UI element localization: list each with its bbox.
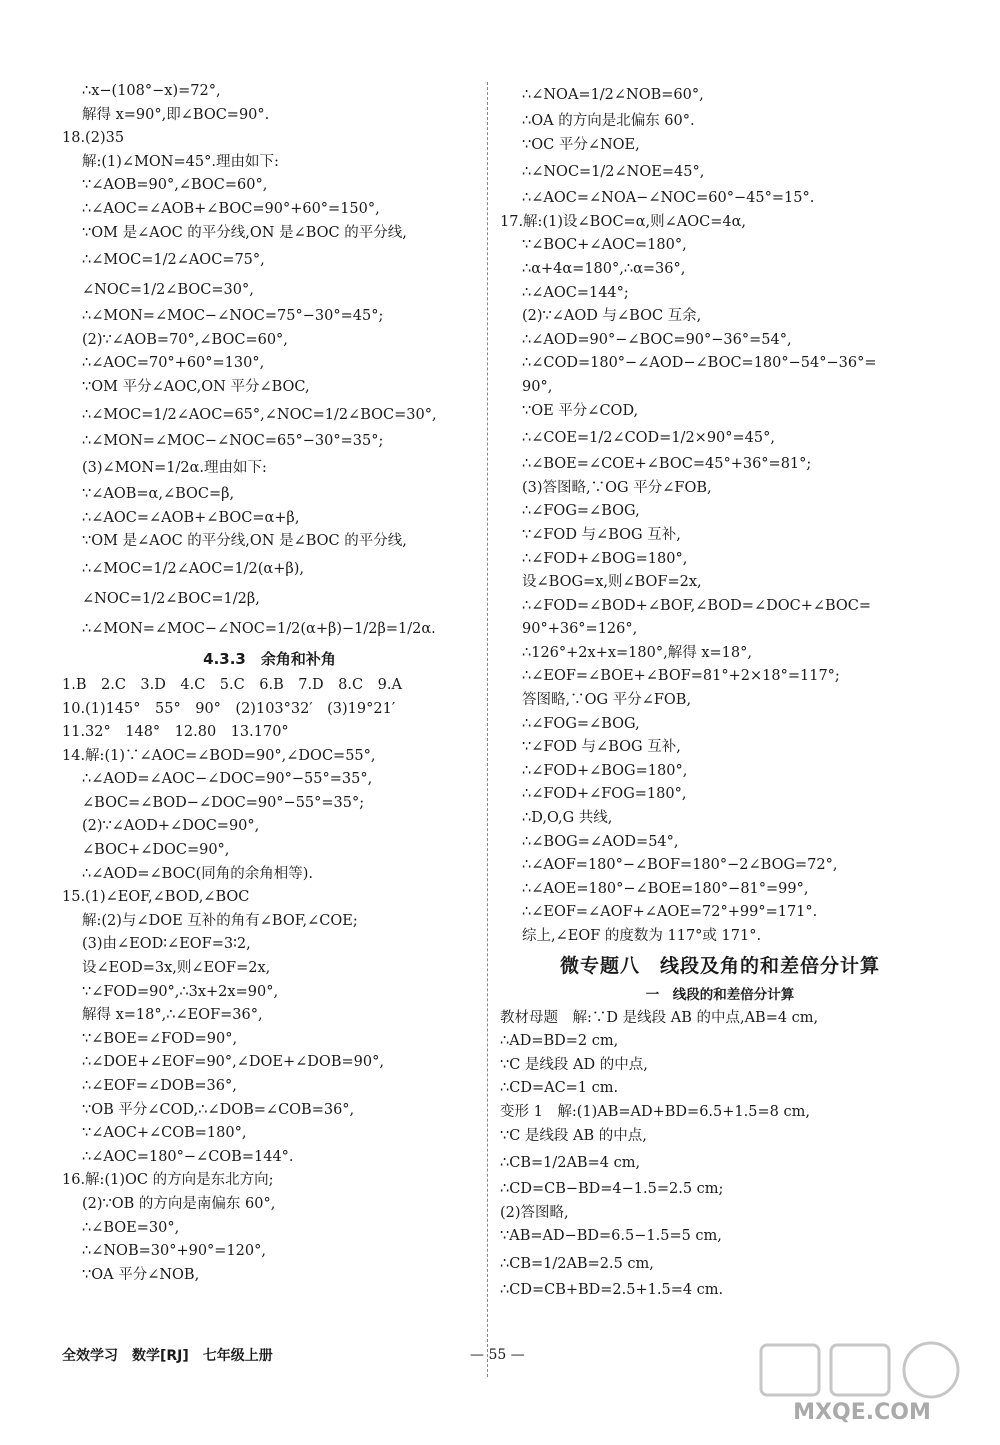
text-line: ∵∠BOE=∠FOD=90°, [82, 1030, 238, 1047]
watermark-logo [755, 1339, 970, 1427]
text-line: 4.3.3 余角和补角 [203, 649, 336, 668]
text-line: ∵∠AOC+∠COB=180°, [82, 1125, 247, 1142]
text-line: 17.解:(1)设∠BOC=α,则∠AOC=4α, [500, 213, 746, 230]
text-line: ∴∠FOD+∠BOG=180°, [522, 550, 688, 567]
text-line: 解:(1)∠MON=45°.理由如下: [82, 153, 279, 170]
text-line: ∴∠FOD+∠FOG=180°, [522, 786, 687, 803]
text-line: ∵OC 平分∠NOE, [522, 136, 640, 153]
text-line: ∴∠AOC=∠AOB+∠BOC=α+β, [82, 509, 300, 526]
text-line: ∵C 是线段 AB 的中点, [500, 1127, 647, 1144]
text-line: 解得 x=18°,∴∠EOF=36°, [82, 1007, 263, 1024]
text-line: ∴∠FOG=∠BOG, [522, 503, 640, 520]
text-line: ∴CB=1/2AB=2.5 cm, [500, 1255, 654, 1272]
text-line: 16.解:(1)OC 的方向是东北方向; [62, 1172, 274, 1189]
text-line: 变形 1 解:(1)AB=AD+BD=6.5+1.5=8 cm, [500, 1103, 810, 1120]
text-line: ∴∠EOF=∠AOF+∠AOE=72°+99°=171°. [522, 904, 818, 921]
text-line: 解得 x=90°,即∠BOC=90°. [82, 106, 270, 123]
text-line: ∴∠BOE=∠COE+∠BOC=45°+36°=81°; [522, 456, 812, 473]
watermark-domain: MXQE.COM [793, 1400, 931, 1425]
text-line: ∴∠FOG=∠BOG, [522, 715, 640, 732]
text-line: ∴∠MON=∠MOC−∠NOC=1/2(α+β)−1/2β=1/2α. [82, 620, 436, 637]
text-line: ∵OM 平分∠AOC,ON 平分∠BOC, [82, 378, 310, 395]
text-line: 14.解:(1)∵∠AOC=∠BOD=90°,∠DOC=55°, [62, 747, 376, 764]
text-line: ∴CD=AC=1 cm. [500, 1080, 619, 1097]
left-column [62, 80, 477, 1287]
text-line: ∴∠COD=180°−∠AOD−∠BOC=180°−54°−36°= [522, 355, 877, 372]
text-line: ∵AB=AD−BD=6.5−1.5=5 cm, [500, 1228, 722, 1245]
text-line: (3)∠MON=1/2α.理由如下: [82, 460, 267, 477]
text-line: ∴∠AOC=∠NOA−∠NOC=60°−45°=15°. [522, 190, 815, 207]
text-line: ∴∠NOA=1/2∠NOB=60°, [522, 87, 704, 103]
text-line: 90°+36°=126°, [522, 621, 638, 638]
text-line: ∴α+4α=180°,∴α=36°, [522, 260, 686, 277]
book-footer: 全效学习 数学[RJ] 七年级上册 [62, 1348, 273, 1364]
text-line: 90°, [522, 378, 553, 395]
text-line: (2)答图略, [500, 1204, 569, 1221]
text-line: ∴∠MOC=1/2∠AOC=65°,∠NOC=1/2∠BOC=30°, [82, 406, 437, 423]
text-line: ∵OA 平分∠NOB, [82, 1266, 200, 1283]
text-line: (2)∵∠AOD 与∠BOC 互余, [522, 308, 702, 325]
text-line: (3)答图略,∵OG 平分∠FOB, [522, 479, 712, 496]
text-line: ∠NOC=1/2∠BOC=1/2β, [82, 590, 260, 607]
text-line: ∴∠FOD=∠BOD+∠BOF,∠BOD=∠DOC+∠BOC= [522, 597, 872, 614]
page-number: — 55 — [470, 1347, 525, 1363]
text-line: ∴∠MON=∠MOC−∠NOC=65°−30°=35°; [82, 432, 384, 449]
text-line: ∴∠EOF=∠DOB=36°, [82, 1078, 237, 1094]
text-line: 微专题八 线段及角的和差倍分计算 [559, 954, 880, 977]
text-line: ∴CB=1/2AB=4 cm, [500, 1155, 641, 1172]
text-line: ∠NOC=1/2∠BOC=30°, [82, 282, 254, 299]
text-line: ∵∠AOB=α,∠BOC=β, [82, 486, 235, 503]
text-line: (2)∵∠AOD+∠DOC=90°, [82, 818, 260, 835]
text-line: (2)∵∠AOB=70°,∠BOC=60°, [82, 331, 288, 348]
text-line: 答图略,∵OG 平分∠FOB, [522, 692, 692, 709]
text-line: ∴∠AOD=∠BOC(同角的余角相等). [82, 865, 313, 882]
text-line: 11.32° 148° 12.80 13.170° [62, 724, 289, 741]
text-line: ∴∠EOF=∠BOE+∠BOF=81°+2×18°=117°; [522, 668, 840, 685]
text-line: ∴∠NOB=30°+90°=120°, [82, 1243, 266, 1260]
text-line: ∴∠BOG=∠AOD=54°, [522, 833, 679, 850]
text-line: ∴∠AOC=∠AOB+∠BOC=90°+60°=150°, [82, 200, 380, 217]
text-line: ∴∠DOE+∠EOF=90°,∠DOE+∠DOB=90°, [82, 1054, 384, 1071]
text-line: ∵∠AOB=90°,∠BOC=60°, [82, 177, 268, 194]
text-line: ∴126°+2x+x=180°,解得 x=18°, [522, 644, 752, 661]
text-line: ∴∠NOC=1/2∠NOE=45°, [522, 164, 705, 181]
text-line: ∵C 是线段 AD 的中点, [500, 1056, 648, 1073]
text-line: ∵∠BOC+∠AOC=180°, [522, 237, 687, 254]
text-line: ∵OE 平分∠COD, [522, 402, 639, 419]
text-line: ∵OM 是∠AOC 的平分线,ON 是∠BOC 的平分线, [82, 224, 407, 241]
text-line: 综上,∠EOF 的度数为 117°或 171°. [522, 928, 762, 944]
text-line: ∴∠AOE=180°−∠BOE=180°−81°=99°, [522, 880, 809, 897]
text-line: 一 线段的和差倍分计算 [645, 986, 795, 1003]
text-line: ∴x−(108°−x)=72°, [82, 83, 221, 99]
column-divider [487, 82, 488, 1377]
text-line: ∴CD=CB−BD=4−1.5=2.5 cm; [500, 1181, 724, 1198]
text-line: ∵∠FOD 与∠BOG 互补, [522, 739, 681, 756]
text-line: 教材母题 解:∵D 是线段 AB 的中点,AB=4 cm, [500, 1009, 819, 1026]
text-line: 设∠EOD=3x,则∠EOF=2x, [82, 960, 271, 977]
text-line: 10.(1)145° 55° 90° (2)103°32′ (3)19°21′ [62, 700, 396, 717]
text-line: ∴∠AOC=180°−∠COB=144°. [82, 1148, 294, 1165]
text-line: ∴∠MON=∠MOC−∠NOC=75°−30°=45°; [82, 308, 384, 325]
text-line: (2)∵OB 的方向是南偏东 60°, [82, 1195, 276, 1212]
text-line: (3)由∠EOD∶∠EOF=3∶2, [82, 936, 251, 953]
text-line: ∴∠AOD=∠AOC−∠DOC=90°−55°=35°, [82, 771, 373, 788]
text-line: ∴∠AOF=180°−∠BOF=180°−2∠BOG=72°, [522, 857, 838, 874]
text-line: ∴∠AOC=70°+60°=130°, [82, 355, 265, 372]
right-column [500, 80, 940, 1303]
text-line: ∵∠FOD=90°,∴3x+2x=90°, [82, 983, 279, 1000]
text-line: 15.(1)∠EOF,∠BOD,∠BOC [62, 889, 250, 906]
text-line: 18.(2)35 [62, 130, 125, 147]
text-line: ∴∠AOC=144°; [522, 284, 629, 301]
text-line: 解:(2)与∠DOE 互补的角有∠BOF,∠COE; [82, 912, 358, 929]
text-line: ∴∠AOD=90°−∠BOC=90°−36°=54°, [522, 331, 792, 348]
text-line: ∵∠FOD 与∠BOG 互补, [522, 526, 681, 543]
text-line: ∴∠MOC=1/2∠AOC=1/2(α+β), [82, 560, 305, 577]
text-line: ∴CD=CB+BD=2.5+1.5=4 cm. [500, 1281, 724, 1298]
text-line: ∴OA 的方向是北偏东 60°. [522, 113, 695, 129]
text-line: ∵OB 平分∠COD,∴∠DOB=∠COB=36°, [82, 1101, 355, 1118]
text-line: ∴∠MOC=1/2∠AOC=75°, [82, 252, 265, 269]
text-line: 1.B 2.C 3.D 4.C 5.C 6.B 7.D 8.C 9.A [62, 676, 402, 693]
text-line: ∴∠FOD+∠BOG=180°, [522, 762, 688, 779]
text-line: 设∠BOG=x,则∠BOF=2x, [522, 574, 702, 591]
text-line: ∠BOC+∠DOC=90°, [82, 842, 230, 859]
text-line: ∠BOC=∠BOD−∠DOC=90°−55°=35°; [82, 794, 365, 811]
text-line: ∵OM 是∠AOC 的平分线,ON 是∠BOC 的平分线, [82, 533, 407, 550]
text-line: ∴∠BOE=30°, [82, 1219, 180, 1236]
text-line: ∴AD=BD=2 cm, [500, 1033, 619, 1050]
text-line: ∴D,O,G 共线, [522, 810, 613, 827]
text-line: ∴∠COE=1/2∠COD=1/2×90°=45°, [522, 430, 775, 447]
